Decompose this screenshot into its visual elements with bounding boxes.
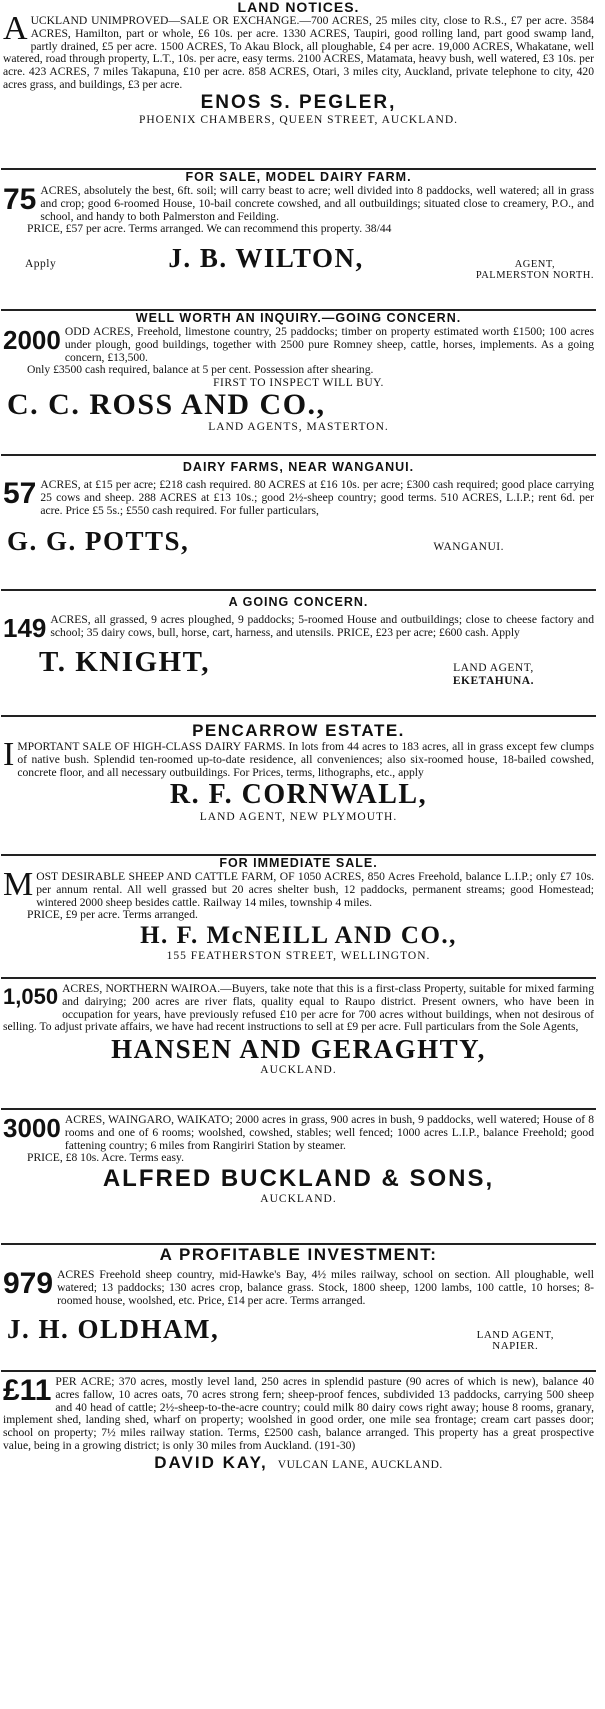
agent-name: DAVID KAY, — [154, 1452, 268, 1472]
ad-text: ACRES, at £15 per acre; £218 cash required. 80 ACRES at £16 10s. per acre; £300 cash required; good place carrying 25 cows and sheep. 288 ACRES at £13 10s.; good 2½-sheep country; good terms. 510 ACRES, L.I.P.; rent 6d. per acre. Price £5 5s.; £550 cash required. For fuller particulars, — [40, 478, 594, 517]
agent-town: PALMERSTON NORTH. — [475, 270, 594, 282]
agent-town: NAPIER. — [492, 1340, 539, 1353]
ad-body — [3, 326, 594, 364]
ad-text: ACRES, WAINGARO, WAIKATO; 2000 acres in grass, 900 acres in bush, 9 paddocks, well watered; House of 8 rooms and one of 6 rooms; woolshed, cowshed, stables; well fenced; 1000 acres L.I.P., balance Freehold; good fattening country; 6 miles from Rangiriri Station by steamer. — [64, 1113, 594, 1152]
ad-lead-number: 2000 — [3, 325, 61, 355]
agent-address: LAND AGENT, NEW PLYMOUTH. — [199, 811, 398, 824]
ad-ross — [1, 311, 596, 456]
ad-body — [3, 479, 594, 517]
agent-town: WANGANUI. — [433, 541, 504, 554]
ad-text: ACRES, NORTHERN WAIROA.—Buyers, take note that this is a first-class Property, suitable for mixed farming and dairying; 200 acres are river flats, quality equal to Raupo district. Present owners, who have been in occupation for years, have previously refused £10 per acre for 700 acres without buildings, when not desirous of selling. To adjust private affairs, we have had recent instructions to sell at £9 per acre. Full particulars from the Sole Agents, — [3, 982, 594, 1034]
ad-text: UCKLAND UNIMPROVED—SALE OR EXCHANGE.—700 ACRES, 25 miles city, close to R.S., £7 per acre. 3584 ACRES, Hamilton, part or whole, £6 10s. per acre. 1330 ACRES, Taupiri, good rolling land, part good swamp land, partly drained, £5 per acre. 1500 ACRES, To Akau Block, all ploughable, £4 per acre. 19,000 ACRES, Whakatane, well watered, road through property, L.T., 10s. per acre, easy terms. 2100 ACRES, Matamata, heavy bush, well watered, £3 10s. per acre. 423 ACRES, 7 miles Takapuna, £10 per acre. 858 ACRES, Otari, 3 miles city, Auckland, private telephone to city, 420 acres grass, and buildings, £3 per acre. — [3, 15, 594, 91]
agent-address: AUCKLAND. — [260, 1193, 337, 1206]
ad-potts — [1, 456, 596, 591]
ad-price: PRICE, £57 per acre. Terms arranged. We can recommend this property. 38/44 — [27, 222, 392, 236]
ad-heading: A PROFITABLE INVESTMENT: — [159, 1245, 438, 1264]
agent-title-block — [477, 1330, 554, 1352]
agent-row — [3, 646, 594, 688]
ad-price: PRICE, £9 per acre. Terms arranged. — [27, 908, 198, 922]
ad-heading: FOR IMMEDIATE SALE. — [219, 856, 378, 870]
ad-heading: PENCARROW ESTATE. — [192, 721, 405, 740]
agent-name: R. F. CORNWALL, — [169, 779, 428, 811]
ad-buckland — [1, 1110, 596, 1245]
ad-oldham — [1, 1245, 596, 1372]
ad-lead-number: 1,050 — [3, 984, 59, 1009]
ad-lead-number: 57 — [3, 477, 37, 510]
ad-heading: WELL WORTH AN INQUIRY.—GOING CONCERN. — [135, 311, 462, 325]
agent-row — [3, 525, 594, 557]
agent-name: H. F. McNEILL AND CO., — [140, 922, 457, 950]
ad-text: MPORTANT SALE OF HIGH-CLASS DAIRY FARMS. In lots from 44 acres to 183 acres, all in grass except few clumps of native bush. Splendid ten-roomed up-to-date residence, all conveniences; also six-roomed house, 18-bailed cowshed, concrete floor, and all necessary outbuildings. For Prices, terms, lithographs, etc., apply — [17, 740, 594, 779]
agent-address: AUCKLAND. — [260, 1064, 337, 1077]
agent-title: LAND AGENT, — [476, 1329, 554, 1342]
ad-cornwall — [1, 717, 596, 856]
ad-kay — [1, 1372, 596, 1531]
ad-body — [3, 1376, 594, 1453]
agent-name: J. H. OLDHAM, — [7, 1314, 220, 1345]
agent-row — [3, 242, 594, 281]
ad-heading: FOR SALE, MODEL DAIRY FARM. — [185, 170, 412, 184]
agent-name: J. B. WILTON, — [168, 243, 364, 274]
ad-body — [3, 866, 594, 909]
ad-text: OST DESIRABLE SHEEP AND CATTLE FARM, OF 1050 ACRES, 850 Acres Freehold, balance L.I.P.; only £7 10s. per annum rental. All well grassed but 20 acres shelter bush, 12 paddocks, permanent streams; good Homestead; wintered 2000 sheep besides cattle. Railway 14 miles, township 4 miles. — [36, 870, 594, 909]
agent-name: ALFRED BUCKLAND & SONS, — [102, 1165, 495, 1193]
ad-knight — [1, 591, 596, 717]
agent-row — [3, 1313, 594, 1352]
agent-name: HANSEN AND GERAGHTY, — [111, 1034, 486, 1065]
drop-letter: A — [3, 15, 28, 47]
ad-lead-number: £11 — [3, 1374, 52, 1407]
ad-body — [3, 1269, 594, 1307]
ad-lead-number: 75 — [3, 183, 37, 216]
section-header: LAND NOTICES. — [237, 0, 360, 15]
ad-body — [3, 185, 594, 223]
ad-note: Only £3500 cash required, balance at 5 per cent. Possession after shearing. — [27, 363, 374, 377]
agent-address: LAND AGENTS, MASTERTON. — [208, 421, 389, 434]
agent-title-block — [453, 662, 534, 688]
ad-body — [3, 1114, 594, 1152]
ad-wilton — [1, 170, 596, 311]
agent-town: EKETAHUNA. — [452, 674, 534, 687]
ad-body — [3, 983, 594, 1034]
ad-text: ACRES, absolutely the best, 6ft. soil; will carry beast to acre; well divided into 8 paddocks, well watered; all in grass and crop; good 6-roomed House, 10-bail concrete cowshed, and all outbuildings; situated close to creamery, P.O., and school, and handy to both Palmerston and Feilding. — [40, 184, 594, 223]
agent-address: 155 FEATHERSTON STREET, WELLINGTON. — [166, 950, 431, 963]
ad-text: ACRES Freehold sheep country, mid-Hawke's Bay, 4½ miles railway, school on section. All ploughable, well watered; 13 paddocks; 130 acres crop, balance grass. Stock, 1800 sheep, 1200 lambs, 100 cattle, 10 horses; 8-roomed house, woolshed, etc. Price, £14 per acre. Terms arranged. — [57, 1268, 594, 1307]
agent-address: PHOENIX CHAMBERS, QUEEN STREET, AUCKLAND. — [138, 113, 459, 126]
agent-title: AGENT, — [514, 259, 556, 271]
ad-heading: DAIRY FARMS, NEAR WANGANUI. — [182, 460, 415, 474]
ad-lead-number: 979 — [3, 1267, 54, 1300]
drop-letter: M — [3, 866, 34, 903]
agent-title-block — [476, 259, 594, 281]
ad-body — [3, 736, 594, 779]
ad-heading: A GOING CONCERN. — [228, 595, 369, 609]
drop-letter: I — [3, 736, 15, 773]
agent-address: VULCAN LANE, AUCKLAND. — [277, 1458, 443, 1471]
ad-pegler — [1, 15, 596, 170]
ad-text: PER ACRE; 370 acres, mostly level land, 250 acres in splendid pasture (90 acres of which is new), balance 40 acres fallow, 10 acres oats, 70 acres strong fern; sheep-proof fences, subdivided 13 paddocks, carrying 500 sheep and 40 head of cattle; 2½-sheep-to-the-acre country; could milk 80 dairy cows right away; house 8 rooms, granary, implement shed, landing shed, wharf on property; woolshed in good order, one mile sea frontage; cream cart passes door; school on property; 7½ miles railway station. Terms, £2500 cash, balance arranged. This property has a great prospective value, being in a growing district; is only 30 miles from Auckland. — [3, 1375, 594, 1452]
ad-body — [3, 15, 594, 92]
ad-body — [3, 613, 594, 643]
ad-lead-number: 3000 — [3, 1113, 61, 1143]
ad-mcneill — [1, 856, 596, 979]
ad-text: ODD ACRES, Freehold, limestone country, 25 paddocks; timber on property estimated worth £1500; 100 acres under plough, good buildings, together with 2500 pure Romney sheep, cattle, horses, implements. As a going concern, £13,500. — [64, 325, 594, 364]
ad-note-2: FIRST TO INSPECT WILL BUY. — [213, 377, 384, 390]
agent-name: T. KNIGHT, — [39, 645, 211, 678]
ad-text: ACRES, all grassed, 9 acres ploughed, 9 paddocks; 5-roomed House and outbuildings; close to cheese factory and school; 35 dairy cows, bull, horse, cart, harness, and utensils. PRICE, £23 per acre; £600 cash. Apply — [50, 613, 594, 639]
agent-name: ENOS S. PEGLER, — [200, 91, 397, 113]
agent-name: G. G. POTTS, — [7, 526, 190, 557]
ad-reference: (191-30) — [314, 1438, 356, 1452]
ad-price: PRICE, £8 10s. Acre. Terms easy. — [27, 1151, 184, 1165]
agent-name: C. C. ROSS AND CO., — [7, 388, 326, 422]
agent-row — [3, 1453, 594, 1473]
apply-label: Apply — [25, 258, 57, 271]
ad-hansen — [1, 979, 596, 1110]
ad-lead-number: 149 — [3, 613, 47, 643]
agent-title: LAND AGENT, — [453, 661, 534, 674]
